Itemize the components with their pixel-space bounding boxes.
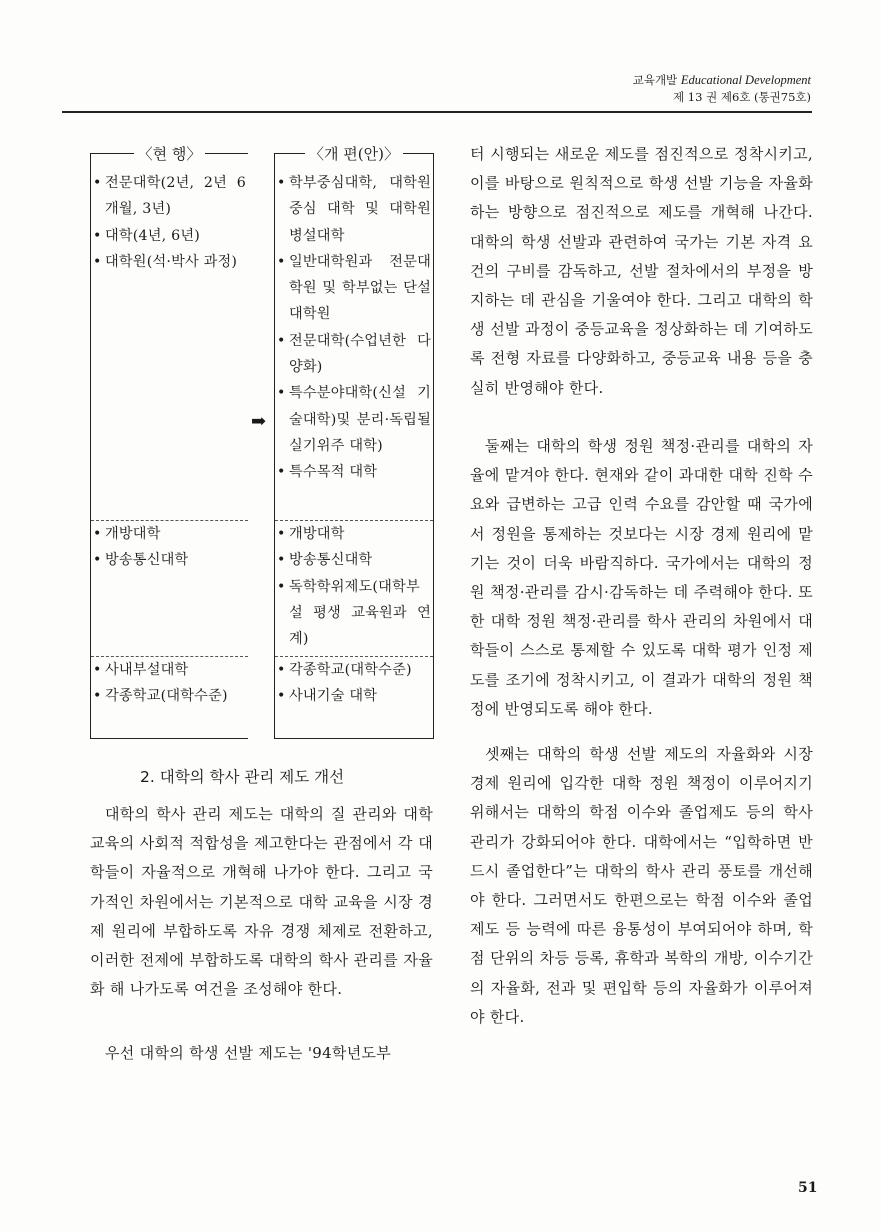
list-item: • 개방대학 (275, 521, 433, 547)
list-item: • 방송통신대학 (91, 547, 248, 573)
list-item: • 특수분야대학(신설 기술대학)및 분리·독립될 실기위주 대학) (275, 380, 433, 459)
list-item: • 사내기술 대학 (275, 683, 433, 709)
reform-group-2 (275, 520, 433, 652)
reform-plan-title: 〈개 편(안)〉 (275, 144, 433, 164)
journal-title-ko: 교육개발 (632, 73, 678, 87)
reform-plan-box (274, 145, 434, 739)
running-header (633, 72, 811, 106)
reform-group-3 (275, 656, 433, 710)
body-paragraph: 셋째는 대학의 학생 선발 제도의 자율화와 시장 경제 원리에 입각한 대학 정원 책정이 이루어지기 위해서는 대학의 학점 이수와 졸업제도 등의 학사 관리가 강화되어야 한다. 대학에서는 “입학하면 반드시 졸업한다”는 대학의 학사 관리 풍토를 개선해야 한다. 그러면서도 한편으로는 학점 이수와 졸업제도 등 능력에 따른 융통성이 부여되어야 하며, 학점 단위의 차등 등록, 휴학과 복학의 개방, 이수기간의 자율화, 전과 및 편입학 등의 자율화가 이루어져야 한다. (470, 745, 813, 1026)
journal-title-en: Educational Development (680, 73, 811, 87)
list-item: • 독학학위제도(대학부설 평생 교육원과 연계) (275, 574, 433, 653)
list-item: • 학부중심대학, 대학원중심 대학 및 대학원 병설대학 (275, 170, 433, 249)
current-group-3 (91, 656, 248, 710)
list-item: • 전문대학(2년, 2년 6개월, 3년) (91, 170, 248, 223)
body-paragraph: 우선 대학의 학생 선발 제도는 '94학년도부 (105, 1044, 392, 1062)
header-rule (62, 111, 812, 113)
list-item: • 개방대학 (91, 521, 248, 547)
page-number: 51 (798, 1180, 818, 1196)
journal-title (633, 72, 811, 89)
current-group-1 (91, 170, 248, 275)
list-item: • 각종학교(대학수준) (91, 683, 248, 709)
body-paragraph: 터 시행되는 새로운 제도를 점진적으로 정착시키고, 이를 바탕으로 원칙적으로 학생 선발 기능을 자율화하는 방향으로 점진적으로 제도를 개혁해 나간다. 대학의 학생 선발과 관련하여 국가는 기본 자격 요건의 구비를 감독하고, 선발 절차에서의 부정을 방지하는 데 관심을 기울여야 한다. 그리고 대학의 학생 선발 과정이 중등교육을 정상화하는 데 기여하도록 전형 자료를 다양화하고, 중등교육 내용 등을 충실히 반영해야 한다. (470, 145, 813, 397)
list-item: • 대학원(석·박사 과정) (91, 249, 248, 275)
reform-group-1 (275, 170, 433, 486)
list-item: • 일반대학원과 전문대학원 및 학부없는 단설 대학원 (275, 249, 433, 328)
list-item: • 대학(4년, 6년) (91, 223, 248, 249)
list-item: • 특수목적 대학 (275, 459, 433, 485)
list-item: • 사내부설대학 (91, 657, 248, 683)
list-item: • 각종학교(대학수준) (275, 657, 433, 683)
current-group-2 (91, 520, 248, 574)
body-paragraph: 대학의 학사 관리 제도는 대학의 질 관리와 대학 교육의 사회적 적합성을 제고한다는 관점에서 각 대학들이 자율적으로 개혁해 나가야 한다. 그리고 국가적인 차원에서는 기본적으로 대학 교육을 시장 경제 원리에 부합하도록 자유 경쟁 체제로 전환하고, 이러한 전제에 부합하도록 대학의 학사 관리를 자율화 해 나가도록 여건을 조성해야 한다. (90, 805, 433, 999)
volume-info: 제 13 권 제6호 (통권75호) (673, 90, 811, 104)
current-system-box (90, 145, 248, 739)
current-system-title: 〈현 행〉 (91, 144, 248, 164)
right-arrow-icon: ➡ (251, 411, 267, 432)
list-item: • 방송통신대학 (275, 547, 433, 573)
body-paragraph: 둘째는 대학의 학생 정원 책정·관리를 대학의 자율에 맡겨야 한다. 현재와 같이 과대한 대학 진학 수요와 급변하는 고급 인력 수요를 감안할 때 국가에서 정원을 통제하는 것보다는 시장 경제 원리에 맡기는 것이 더욱 바람직하다. 국가에서는 대학의 정원 책정·관리를 감시·감독하는 데 주력해야 한다. 또한 대학 정원 책정·관리를 학사 관리의 차원에서 대학들이 스스로 통제할 수 있도록 대학 평가 인정 제도를 조기에 정착시키고, 이 결과가 대학의 정원 책정에 반영되도록 해야 한다. (470, 437, 813, 718)
section-heading: 2. 대학의 학사 관리 제도 개선 (140, 768, 345, 786)
list-item: • 전문대학(수업년한 다양화) (275, 328, 433, 381)
